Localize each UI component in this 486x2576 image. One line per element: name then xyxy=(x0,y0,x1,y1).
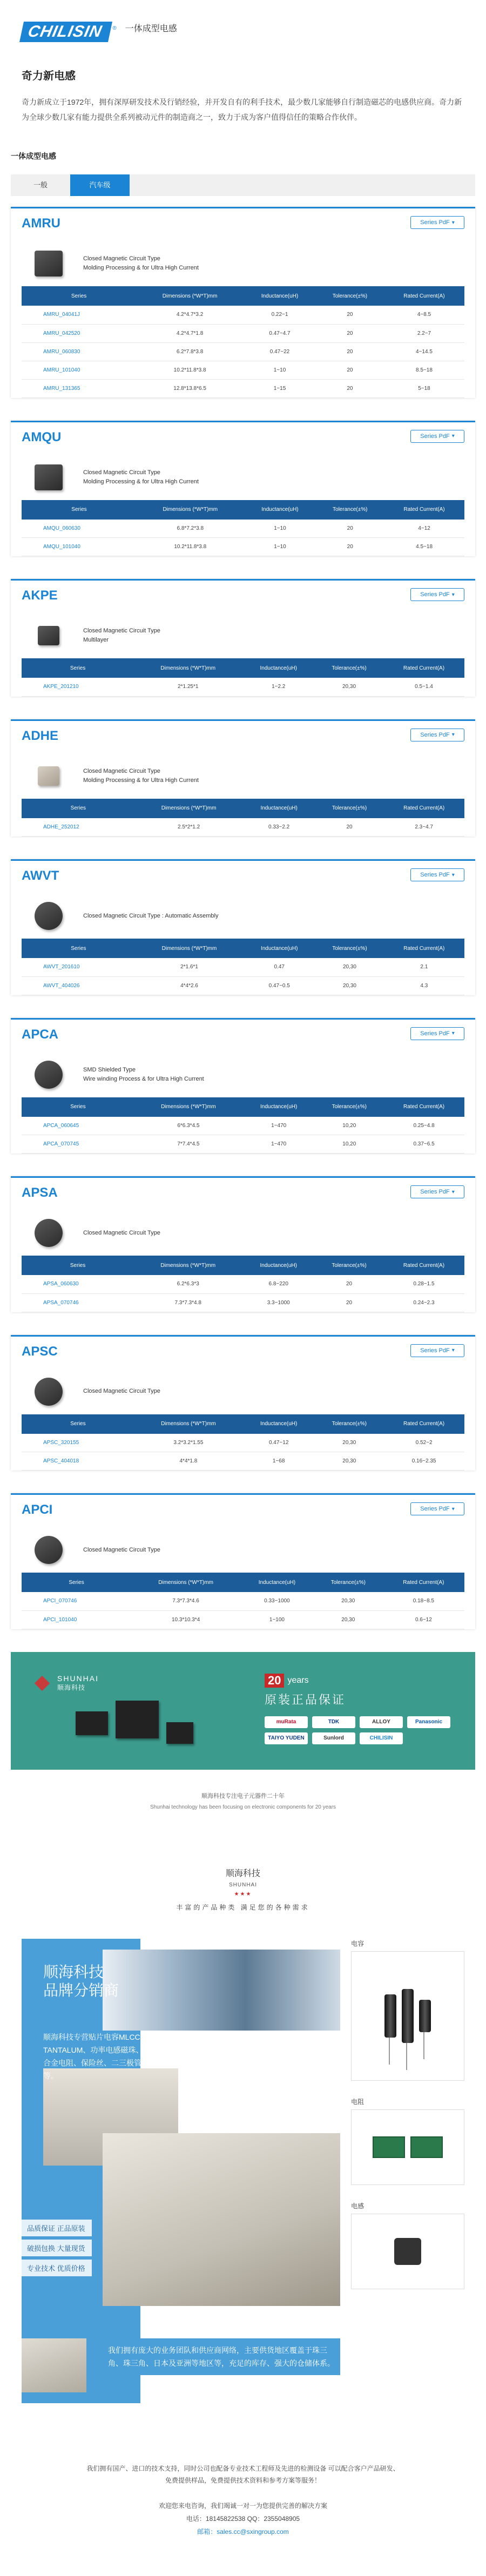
pdf-download-icon: ▾ xyxy=(451,591,455,598)
product-description: Closed Magnetic Circuit Type Multilayer xyxy=(83,628,160,643)
table-cell: 20,30 xyxy=(315,1434,383,1452)
category-capacitor[interactable] xyxy=(351,1939,464,2081)
table-row xyxy=(22,361,464,379)
table-header: Inductance(uH) xyxy=(242,1256,315,1275)
category-label: 电感 xyxy=(351,2202,364,2210)
shunhai-banner xyxy=(11,1652,475,1770)
table-header: Inductance(uH) xyxy=(242,1097,315,1117)
series-link[interactable]: AMRU_131365 xyxy=(22,379,136,397)
contact-info xyxy=(0,2499,486,2538)
series-link[interactable]: AKPE_201210 xyxy=(22,678,134,696)
brand-logo: TDK xyxy=(312,1716,355,1728)
capacitor-image xyxy=(351,1951,464,2081)
intro-section xyxy=(0,59,486,125)
table-cell: 1~10 xyxy=(244,520,316,538)
table-cell: 0.5~1.4 xyxy=(383,678,464,696)
table-cell: 1~10 xyxy=(244,361,316,379)
table-cell: 10,20 xyxy=(315,1135,383,1154)
series-link[interactable]: AMQU_060630 xyxy=(22,520,137,538)
years-text: years xyxy=(287,1675,309,1685)
brand-logo: muRata xyxy=(265,1716,308,1728)
table-cell: 20 xyxy=(316,306,384,324)
spec-table xyxy=(22,500,464,557)
table-header: Rated Current(A) xyxy=(383,799,464,818)
inductor-image xyxy=(166,1722,193,1744)
page-footer xyxy=(0,2463,486,2538)
product-image xyxy=(22,617,76,655)
series-name: AWVT xyxy=(22,868,59,883)
product-card xyxy=(11,1335,475,1471)
table-cell: 4*4*1.8 xyxy=(134,1452,242,1471)
banner-component-images xyxy=(76,1711,193,1744)
table-cell: 1~15 xyxy=(244,379,316,397)
intro-paragraph: 奇力新成立于1972年，拥有深厚研发技术及行销经验，并开发自有的利手技术，最少数几家能够自行制造磁芯的电感供应商。奇力新为全球少数几家有能力提供全系列被动元件的制造商之一，致力于成为客户值得信任的策略合作伙伴。 xyxy=(22,98,462,122)
table-header: Rated Current(A) xyxy=(383,1097,464,1117)
table-cell: 6.2*6.3*3 xyxy=(134,1275,242,1293)
series-link[interactable]: APCI_101040 xyxy=(22,1610,131,1629)
table-cell: 3.2*3.2*1.55 xyxy=(134,1434,242,1452)
series-link[interactable]: AWVT_404026 xyxy=(22,976,136,995)
table-cell: 20,30 xyxy=(315,1452,383,1471)
table-row xyxy=(22,818,464,837)
table-header: Dimensions (*W*T)mm xyxy=(137,500,244,520)
table-header: Dimensions (*W*T)mm xyxy=(134,1414,242,1434)
inductor-image xyxy=(116,1701,159,1738)
showcase-title: 顺海科技 品牌分销商 xyxy=(43,1963,119,1999)
product-image xyxy=(22,1373,76,1411)
table-cell: 2*1.25*1 xyxy=(134,678,242,696)
table-header: Tolerance(±%) xyxy=(316,500,384,520)
table-row xyxy=(22,1293,464,1312)
spec-table xyxy=(22,1573,464,1629)
table-cell: 1~68 xyxy=(242,1452,315,1471)
category-resistor[interactable] xyxy=(351,2097,464,2185)
table-header: Series xyxy=(22,286,136,306)
showcase-tags xyxy=(22,2220,92,2280)
inductor-image xyxy=(351,2214,464,2289)
table-header: Series xyxy=(22,939,136,958)
pdf-download-icon: ▾ xyxy=(451,1347,455,1353)
years-number: 20 xyxy=(265,1674,284,1688)
product-description: Closed Magnetic Circuit Type xyxy=(83,1546,160,1553)
intro-title: 奇力新电感 xyxy=(22,70,76,82)
table-row xyxy=(22,324,464,342)
series-link[interactable]: AMQU_101040 xyxy=(22,538,137,556)
table-row xyxy=(22,958,464,976)
table-cell: 4*4*2.6 xyxy=(136,976,243,995)
table-cell: 0.16~2.35 xyxy=(383,1452,464,1471)
product-card xyxy=(11,207,475,398)
spec-table xyxy=(22,799,464,837)
building-photo xyxy=(103,1950,340,2031)
table-cell: 10,20 xyxy=(315,1117,383,1135)
banner-caption-en: Shunhai technology has been focusing on electronic components for 20 years xyxy=(150,1804,336,1810)
table-cell: 5~18 xyxy=(384,379,464,397)
table-header: Series xyxy=(22,799,135,818)
header-subtitle: 一体成型电感 xyxy=(125,24,177,33)
table-header: Rated Current(A) xyxy=(384,939,464,958)
series-pdf-button[interactable]: Series PdF ▾ xyxy=(410,1027,464,1040)
series-name: ADHE xyxy=(22,728,59,743)
table-cell: 20 xyxy=(315,1275,383,1293)
table-cell: 2.3~4.7 xyxy=(383,818,464,837)
table-cell: 1~470 xyxy=(242,1117,315,1135)
table-cell: 4.5~18 xyxy=(384,538,464,556)
table-header: Tolerance(±%) xyxy=(315,658,383,678)
category-label: 电容 xyxy=(351,1939,364,1947)
table-row xyxy=(22,1592,464,1610)
company-heading xyxy=(0,1866,486,1912)
spec-table xyxy=(22,286,464,398)
table-header: Inductance(uH) xyxy=(242,799,315,818)
table-cell: 0.33~2.2 xyxy=(242,818,315,837)
product-image xyxy=(22,458,76,496)
table-header: Tolerance(±%) xyxy=(315,799,384,818)
table-row xyxy=(22,379,464,397)
table-header: Rated Current(A) xyxy=(383,1573,464,1592)
guarantee-text: 原装正品保证 xyxy=(265,1692,346,1707)
series-pdf-button[interactable]: Series PdF ▾ xyxy=(410,430,464,443)
series-link[interactable]: APCI_070746 xyxy=(22,1592,131,1610)
table-row xyxy=(22,1452,464,1471)
spec-table xyxy=(22,1414,464,1471)
series-link[interactable]: AMRU_101040 xyxy=(22,361,136,379)
product-image xyxy=(22,1056,76,1094)
table-cell: 0.24~2.3 xyxy=(383,1293,464,1312)
series-name: AKPE xyxy=(22,588,58,603)
table-cell: 20,30 xyxy=(315,976,383,995)
tab-general[interactable]: 一般 xyxy=(33,181,48,189)
series-pdf-button[interactable]: Series PdF ▾ xyxy=(410,1502,464,1515)
product-category-column xyxy=(351,1939,464,2305)
table-row xyxy=(22,976,464,995)
series-name: AMRU xyxy=(22,216,60,231)
table-cell: 7*7.4*4.5 xyxy=(134,1135,242,1154)
brand-logo: Panasonic xyxy=(407,1716,450,1728)
table-cell: 1~470 xyxy=(242,1135,315,1154)
logo-registered-mark: ® xyxy=(112,25,117,31)
spec-table xyxy=(22,1097,464,1154)
spec-table xyxy=(22,939,464,995)
table-header: Rated Current(A) xyxy=(383,1256,464,1275)
table-header: Dimensions (*W*T)mm xyxy=(136,939,243,958)
table-header: Tolerance(±%) xyxy=(316,286,384,306)
table-header: Tolerance(±%) xyxy=(315,1414,383,1434)
table-row xyxy=(22,1275,464,1293)
table-cell: 0.18~8.5 xyxy=(383,1592,464,1610)
product-description: Closed Magnetic Circuit Type xyxy=(83,1229,160,1236)
company-name-cn: 顺海科技 xyxy=(225,1869,260,1878)
showcase-section xyxy=(0,1939,486,2452)
series-link[interactable]: APSC_404018 xyxy=(22,1452,134,1471)
table-cell: 0.28~1.5 xyxy=(383,1275,464,1293)
table-cell: 1~2.2 xyxy=(242,678,315,696)
table-row xyxy=(22,1117,464,1135)
series-link[interactable]: AMRU_04041J xyxy=(22,306,136,324)
series-link[interactable]: APSC_320155 xyxy=(22,1434,134,1452)
page-header xyxy=(0,0,486,59)
series-link[interactable]: ADHE_252012 xyxy=(22,818,135,837)
footer-email[interactable]: 邮箱：sales.cc@sxingroup.com xyxy=(197,2527,289,2535)
table-header: Series xyxy=(22,1256,134,1275)
table-cell: 20 xyxy=(315,1293,383,1312)
table-cell: 0.22~1 xyxy=(244,306,316,324)
series-pdf-button[interactable]: Series PdF ▾ xyxy=(410,588,464,601)
series-name: APSA xyxy=(22,1185,58,1200)
table-header: Tolerance(±%) xyxy=(315,1097,383,1117)
table-header: Inductance(uH) xyxy=(244,500,316,520)
series-pdf-button[interactable]: Series PdF ▾ xyxy=(410,729,464,741)
table-header: Dimensions (*W*T)mm xyxy=(134,658,242,678)
logo-text: CHILISIN xyxy=(19,22,112,42)
table-cell: 0.47 xyxy=(243,958,315,976)
product-card xyxy=(11,421,475,557)
inductor-image xyxy=(76,1711,108,1735)
banner-caption: 顺海科技专注电子元器件二十年 xyxy=(201,1792,285,1799)
product-image xyxy=(22,897,76,935)
product-card-list xyxy=(0,196,486,1652)
pdf-download-icon: ▾ xyxy=(451,1030,455,1036)
showcase-tag: 专业技术 优质价格 xyxy=(22,2260,92,2276)
table-cell: 0.47~4.7 xyxy=(244,324,316,342)
table-cell: 7.3*7.3*4.6 xyxy=(131,1592,240,1610)
product-description: SMD Shielded Type Wire winding Process & for Ultra High Current xyxy=(83,1066,204,1082)
product-card xyxy=(11,1176,475,1312)
table-cell: 20 xyxy=(315,818,384,837)
table-header: Series xyxy=(22,1097,134,1117)
table-cell: 0.33~1000 xyxy=(240,1592,314,1610)
product-description: Closed Magnetic Circuit Type Molding Processing & for Ultra High Current xyxy=(83,767,199,784)
table-header: Inductance(uH) xyxy=(242,1414,315,1434)
showcase-paragraph-2: 我们拥有庞大的业务团队和供应商网络，主要供货地区覆盖于珠三角、珠三角、日本及亚洲等地区等，充足的库存、强大的仓储体系。 xyxy=(103,2338,340,2375)
table-header: Dimensions (*W*T)mm xyxy=(134,1097,242,1117)
table-header: Inductance(uH) xyxy=(243,939,315,958)
spec-table xyxy=(22,1256,464,1312)
brand-logo: TAIYO YUDEN xyxy=(265,1732,308,1744)
table-cell: 20 xyxy=(316,379,384,397)
table-header: Rated Current(A) xyxy=(384,286,464,306)
product-description: Closed Magnetic Circuit Type xyxy=(83,1388,160,1394)
table-cell: 20 xyxy=(316,361,384,379)
table-cell: 7.3*7.3*4.8 xyxy=(134,1293,242,1312)
banner-company-en: SHUNHAI xyxy=(57,1674,99,1683)
product-image xyxy=(22,245,76,282)
tab-automotive[interactable]: 汽车级 xyxy=(70,174,130,196)
series-link[interactable]: APSA_070746 xyxy=(22,1293,134,1312)
table-cell: 10.3*10.3*4 xyxy=(131,1610,240,1629)
series-link[interactable]: APCA_060645 xyxy=(22,1117,134,1135)
product-card xyxy=(11,1493,475,1629)
table-header: Inductance(uH) xyxy=(240,1573,314,1592)
brand-logos xyxy=(265,1716,450,1744)
table-cell: 0.47~0.5 xyxy=(243,976,315,995)
product-card xyxy=(11,1018,475,1154)
table-cell: 4~12 xyxy=(384,520,464,538)
table-cell: 20,30 xyxy=(315,958,383,976)
table-cell: 1~100 xyxy=(240,1610,314,1629)
shunhai-emblem-icon xyxy=(32,1674,52,1693)
footer-invite: 欢迎您来电咨询，我们竭诚一对一为您提供完善的解决方案 xyxy=(158,2501,327,2510)
series-name: AMQU xyxy=(22,429,62,444)
table-cell: 2.1 xyxy=(384,958,464,976)
table-header: Inductance(uH) xyxy=(244,286,316,306)
series-pdf-button[interactable]: Series PdF ▾ xyxy=(410,216,464,229)
product-card xyxy=(11,579,475,697)
table-cell: 0.52~2 xyxy=(383,1434,464,1452)
table-row xyxy=(22,520,464,538)
table-row xyxy=(22,678,464,696)
pdf-download-icon: ▾ xyxy=(451,872,455,878)
category-label: 电阻 xyxy=(351,2098,364,2106)
table-row xyxy=(22,1610,464,1629)
company-name-en: SHUNHAI xyxy=(228,1882,257,1888)
table-cell: 4~8.5 xyxy=(384,306,464,324)
table-header: Series xyxy=(22,500,137,520)
table-cell: 0.6~12 xyxy=(383,1610,464,1629)
series-link[interactable]: AWVT_201610 xyxy=(22,958,136,976)
table-row xyxy=(22,1434,464,1452)
table-cell: 2.2~7 xyxy=(384,324,464,342)
table-cell: 20,30 xyxy=(314,1610,383,1629)
table-cell: 20,30 xyxy=(315,678,383,696)
footer-line: 免费提供样品，免费提供技术资料和参考方案等服务！ xyxy=(165,2476,321,2484)
star-icons: ★★★ xyxy=(234,1891,252,1897)
table-header: Rated Current(A) xyxy=(383,1414,464,1434)
table-cell: 6.8~220 xyxy=(242,1275,315,1293)
product-description: Closed Magnetic Circuit Type Molding Processing & for Ultra High Current xyxy=(83,469,199,485)
table-header: Tolerance(±%) xyxy=(314,1573,383,1592)
table-cell: 3.3~1000 xyxy=(242,1293,315,1312)
table-cell: 20 xyxy=(316,520,384,538)
footer-phone[interactable]: 电话：18145822538 QQ：2355048905 xyxy=(186,2514,300,2523)
showcase-tag: 破损包换 大量现货 xyxy=(22,2240,92,2256)
table-header: Series xyxy=(22,1573,131,1592)
table-cell: 4.2*4.7*3.2 xyxy=(136,306,244,324)
product-description: Closed Magnetic Circuit Type : Automatic Assembly xyxy=(83,912,219,919)
table-header: Dimensions (*W*T)mm xyxy=(136,286,244,306)
table-cell: 10.2*11.8*3.8 xyxy=(136,361,244,379)
table-cell: 20,30 xyxy=(314,1592,383,1610)
table-cell: 0.47~12 xyxy=(242,1434,315,1452)
table-header: Dimensions (*W*T)mm xyxy=(134,1256,242,1275)
table-cell: 8.5~18 xyxy=(384,361,464,379)
pdf-download-icon: ▾ xyxy=(451,219,455,226)
table-cell: 20 xyxy=(316,538,384,556)
spec-table xyxy=(22,658,464,697)
showcase-paragraph: 顺海科技专营贴片电容MLCC、贴片钽电容TANTALUM、功率电感磁珠、铝电解电容、合金电阻、保险丝、二三极管、晶体电阻、等等。 xyxy=(43,2032,194,2080)
table-header: Tolerance(±%) xyxy=(315,939,383,958)
table-cell: 4.2*4.7*1.8 xyxy=(136,324,244,342)
table-header: Series xyxy=(22,1414,134,1434)
years-badge xyxy=(265,1674,450,1688)
pdf-download-icon: ▾ xyxy=(451,1506,455,1512)
series-name: APCI xyxy=(22,1502,53,1517)
resistor-image xyxy=(351,2109,464,2185)
table-cell: 2*1.6*1 xyxy=(136,958,243,976)
product-card xyxy=(11,859,475,995)
category-tabs xyxy=(11,174,475,196)
table-cell: 20 xyxy=(316,342,384,361)
table-header: Inductance(uH) xyxy=(242,658,315,678)
table-header: Series xyxy=(22,658,134,678)
table-row xyxy=(22,538,464,556)
table-header: Dimensions (*W*T)mm xyxy=(135,799,243,818)
product-image xyxy=(22,1214,76,1252)
office-desk-photo xyxy=(103,2133,340,2306)
brand-logo: Sunlord xyxy=(312,1732,355,1744)
series-link[interactable]: APCA_070745 xyxy=(22,1135,134,1154)
table-header: Tolerance(±%) xyxy=(315,1256,383,1275)
series-pdf-button[interactable]: Series PdF ▾ xyxy=(410,1344,464,1357)
table-header: Rated Current(A) xyxy=(383,658,464,678)
series-name: APSC xyxy=(22,1344,58,1359)
company-slogan: 丰富的产品种类 满足您的各种需求 xyxy=(176,1903,310,1911)
pdf-download-icon: ▾ xyxy=(451,433,455,439)
chilisin-logo[interactable] xyxy=(22,22,117,42)
product-image xyxy=(22,1531,76,1569)
product-description: Closed Magnetic Circuit Type Molding Processing & for Ultra High Current xyxy=(83,255,199,271)
table-cell: 10.2*11.8*3.8 xyxy=(137,538,244,556)
table-cell: 4~14.5 xyxy=(384,342,464,361)
table-cell: 6*6.3*4.5 xyxy=(134,1117,242,1135)
section-title: 一体成型电感 xyxy=(11,152,56,160)
table-header: Rated Current(A) xyxy=(384,500,464,520)
table-row xyxy=(22,1135,464,1154)
brand-logo: ALLOY xyxy=(360,1716,403,1728)
table-cell: 0.37~6.5 xyxy=(383,1135,464,1154)
pdf-download-icon: ▾ xyxy=(451,1189,455,1195)
series-pdf-button[interactable]: Series PdF ▾ xyxy=(410,868,464,881)
showcase-tag: 品质保证 正品原装 xyxy=(22,2220,92,2236)
table-cell: 12.8*13.8*6.5 xyxy=(136,379,244,397)
table-cell: 0.47~22 xyxy=(244,342,316,361)
table-cell: 6.2*7.8*3.8 xyxy=(136,342,244,361)
series-name: APCA xyxy=(22,1027,59,1042)
table-cell: 0.25~4.8 xyxy=(383,1117,464,1135)
pdf-download-icon: ▾ xyxy=(451,732,455,738)
table-row xyxy=(22,342,464,361)
table-cell: 20 xyxy=(316,324,384,342)
table-cell: 1~10 xyxy=(244,538,316,556)
series-link[interactable]: AMRU_042520 xyxy=(22,324,136,342)
table-cell: 6.8*7.2*3.8 xyxy=(137,520,244,538)
category-inductor[interactable] xyxy=(351,2201,464,2289)
series-pdf-button[interactable]: Series PdF ▾ xyxy=(410,1185,464,1198)
shunhai-logo xyxy=(32,1674,99,1693)
brand-logo: CHILISIN xyxy=(360,1732,403,1744)
product-card xyxy=(11,719,475,837)
table-cell: 4.3 xyxy=(384,976,464,995)
footer-line: 我们拥有国产、进口的技术支持，同时公司也配备专业技术工程师及先进的检测设备 可以配合客户产品研发、 xyxy=(86,2464,400,2472)
banner-company-cn: 顺海科技 xyxy=(57,1684,86,1691)
table-cell: 2.5*2*1.2 xyxy=(135,818,243,837)
product-image xyxy=(22,757,76,795)
table-row xyxy=(22,306,464,324)
product-box-photo xyxy=(22,2338,86,2392)
table-header: Dimensions (*W*T)mm xyxy=(131,1573,240,1592)
series-link[interactable]: AMRU_060830 xyxy=(22,342,136,361)
series-link[interactable]: APSA_060630 xyxy=(22,1275,134,1293)
